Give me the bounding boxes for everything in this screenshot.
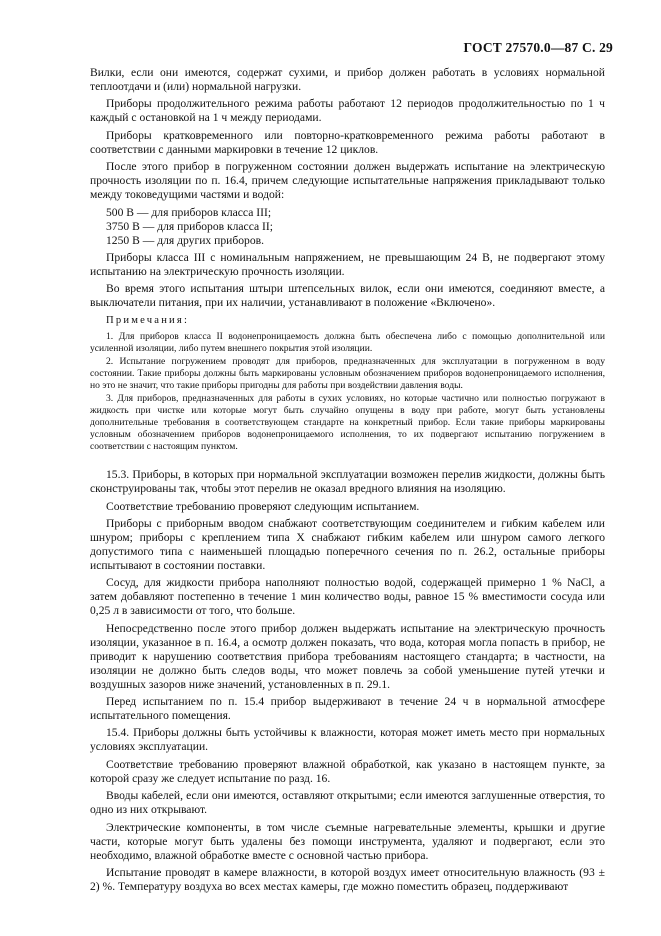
voltage-list-item: 500 В — для приборов класса III; (106, 205, 272, 219)
paragraph: Вилки, если они имеются, содержат сухими, и прибор должен работать в условиях нормальной теплоотдачи и (или) нормальной нагрузки. (90, 66, 605, 93)
paragraph: 15.4. Приборы должны быть устойчивы к влажности, которая может иметь место при нормальных условиях эксплуатации. (90, 726, 605, 754)
paragraph: 15.3. Приборы, в которых при нормальной эксплуатации возможен перелив жидкости, должны быть сконструированы так, чтобы этот перелив не оказал вредного влияния на изоляцию. (90, 468, 605, 496)
paragraph: Электрические компоненты, в том числе съемные нагревательные элементы, крышки и другие части, которые могут быть удалены без помощи инструмента, удаляют и подвергают, если это необходимо, влажной обработке вместе с основной частью прибора. (90, 820, 605, 862)
paragraph: Приборы кратковременного или повторно-кратковременного режима работы работают в соответствии с данными маркировки в течение 12 циклов. (90, 128, 605, 156)
paragraph: Перед испытанием по п. 15.4 прибор выдерживают в течение 24 ч в нормальной атмосфере испытательного помещения. (90, 695, 605, 723)
notes-title: Примечания: (106, 314, 190, 326)
section-gap (90, 454, 605, 468)
paragraph: Приборы класса III с номинальным напряжением, не превышающим 24 В, не подвергают этому испытанию на электрическую прочность изоляции. (90, 250, 605, 278)
paragraph: Во время этого испытания штыри штепсельных вилок, если они имеются, соединяют вместе, а выключатели питания, при их наличии, устанавливают в положение «Включено». (90, 282, 605, 310)
paragraph: Испытание проводят в камере влажности, в которой воздух имеет относительную влажность (93 ± 2) %. Температуру воздуха во всех местах камеры, где можно поместить образец, поддерживают (90, 866, 605, 894)
note: 3. Для приборов, предназначенных для работы в сухих условиях, но которые частично или полностью погружают в жидкость при чистке или которые могут быть случайно опущены в воду при работе, могут быть установлены дополнительные требования в соответствующем стандарте на конкретный прибор. Если такие приборы маркированы условным обозначением приборов водонепроницаемого исполнения, то их подвергают испытанию погружением в соответствии с настоящим пунктом. (90, 393, 605, 453)
paragraph: Приборы продолжительного режима работы работают 12 периодов продолжительностью по 1 ч каждый с остановкой на 1 ч между периодами. (90, 97, 605, 125)
note: 1. Для приборов класса II водонепроницаемость должна быть обеспечена либо с помощью дополнительной или усиленной изоляции, либо путем внешнего покрытия этой изоляции. (90, 331, 605, 355)
voltage-list-item: 3750 В — для приборов класса II; (106, 219, 273, 233)
page-header: ГОСТ 27570.0—87 С. 29 (463, 40, 613, 55)
paragraph: Непосредственно после этого прибор должен выдержать испытание на электрическую прочность изоляции, указанное в п. 16.4, а осмотр должен показать, что вода, которая могла попасть в прибор, не приводит к нарушению соответствия прибора требованиям настоящего стандарта; в частности, на изоляции не должно быть следов воды, что может повлечь за собой уменьшение путей утечки и воздушных зазоров ниже значений, установленных в п. 29.1. (90, 621, 605, 691)
paragraph: Вводы кабелей, если они имеются, оставляют открытыми; если имеются заглушенные отверстия, то одно из них открывают. (90, 789, 605, 817)
paragraph: Соответствие требованию проверяют следующим испытанием. (106, 499, 420, 513)
body-text (90, 66, 605, 897)
paragraph: Приборы с приборным вводом снабжают соответствующим соединителем и гибким кабелем или шнуром; приборы с креплением типа X снабжают гибким кабелем или шнуром самого легкого допустимого типа с наименьшей площадью поперечного сечения по п. 26.2, остальные приборы испытывают в состоянии поставки. (90, 516, 605, 572)
note: 2. Испытание погружением проводят для приборов, предназначенных для эксплуатации в погруженном в воду состоянии. Такие приборы должны быть маркированы условным обозначением приборов водонепроницаемого исполнения, но это не значит, что такие приборы пригодны для работы при воздействии давления воды. (90, 356, 605, 392)
voltage-list-item: 1250 В — для других приборов. (106, 233, 264, 247)
paragraph: После этого прибор в погруженном состоянии должен выдержать испытание на электрическую прочность изоляции по п. 16.4, причем следующие испытательные напряжения прикладывают только между токоведущими частями и водой: (90, 160, 605, 202)
paragraph: Сосуд, для жидкости прибора наполняют полностью водой, содержащей примерно 1 % NaCl, а затем добавляют постепенно в течение 1 мин количество воды, равное 15 % вместимости сосуда или 0,25 л в зависимости от того, что больше. (90, 576, 605, 618)
paragraph: Соответствие требованию проверяют влажной обработкой, как указано в настоящем пункте, за которой сразу же следует испытание по разд. 16. (90, 757, 605, 785)
